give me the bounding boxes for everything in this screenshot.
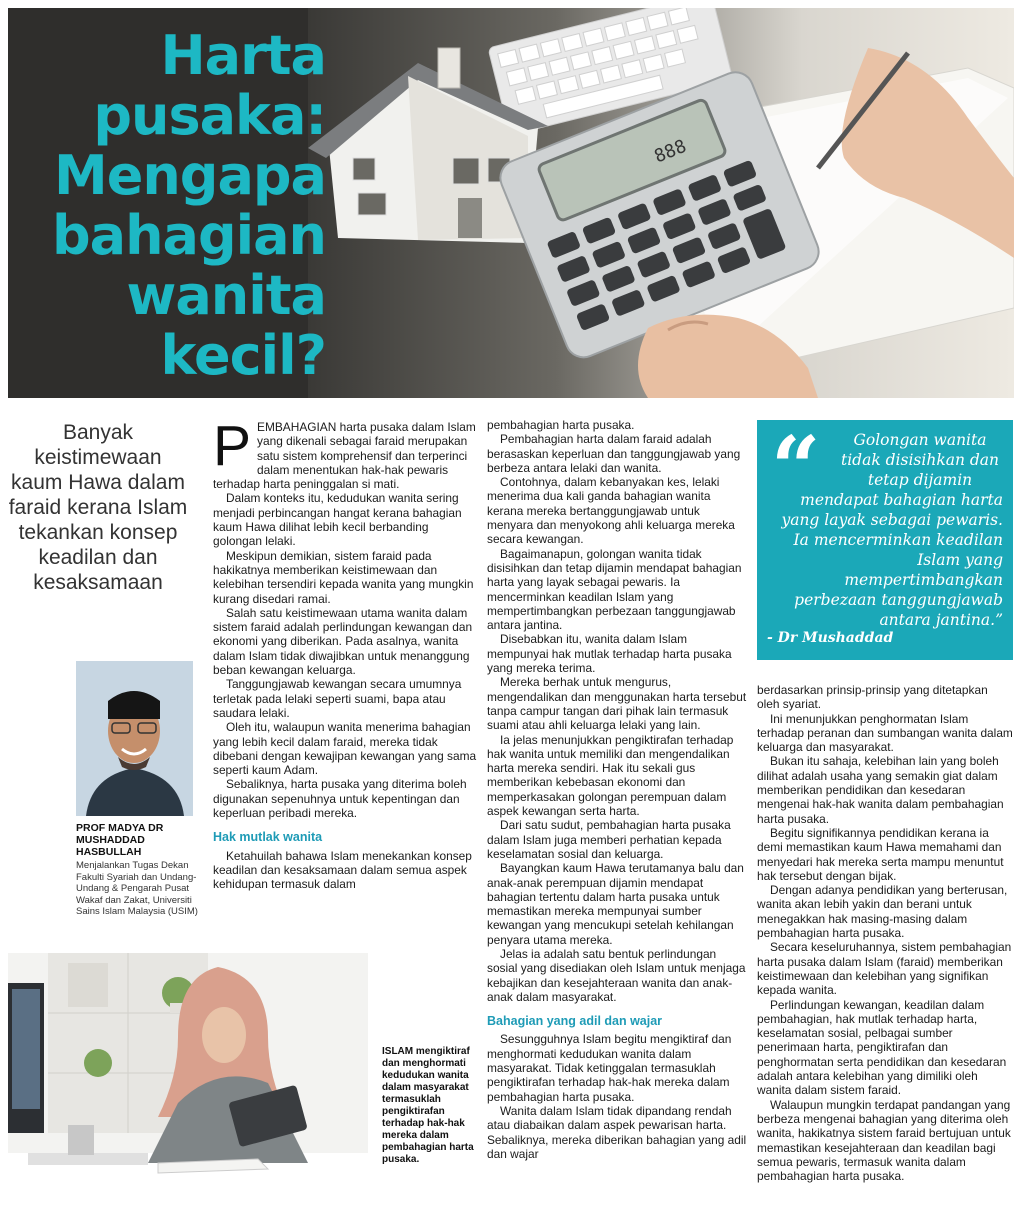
headline-line: wanita: [126, 264, 326, 327]
article-paragraph: Tanggungjawab kewangan secara umumnya terletak pada lelaki seperti suami, bapa atau saudara lelaki.: [213, 677, 462, 720]
article-paragraph: Contohnya, dalam kebanyakan kes, lelaki menerima dua kali ganda bahagian wanita kerana mereka bertanggungjawab untuk menyara dan menyokong ahli keluarga mereka secara kewangan.: [487, 475, 735, 547]
article-paragraph: berdasarkan prinsip-prinsip yang ditetapkan oleh syariat.: [757, 683, 988, 712]
pull-quote: [757, 420, 1013, 660]
article-column-3: [757, 683, 1013, 1183]
article-paragraph: Ia jelas menunjukkan pengiktirafan terhadap hak wanita untuk memiliki dan mengendalikan harta mereka sendiri. Hak itu sekali gus memberikan kebebasan ekonomi dan memperkasakan golongan perempuan dalam aspek kewangan serta harta.: [487, 732, 734, 819]
standfirst: Banyak keistimewaan kaum Hawa dalam faraid kerana Islam tekankan konsep keadilan dan kesaksamaan: [8, 421, 188, 594]
article-paragraph: EMBAHAGIAN harta pusaka dalam Islam yang dikenali sebagai faraid merupakan satu sistem komprehensif dan terperinci dalam menentukan hak-hak pewaris terhadap harta peninggalan si mati.: [213, 420, 476, 492]
article-paragraph: Bagaimanapun, golongan wanita tidak disisihkan dan tetap dijamin mendapat bahagian harta yang layak sebagai pewaris. Ia mencerminkan keadilan Islam yang mempertimbangkan perbezaan tanggungjawab antara jantina.: [487, 546, 742, 633]
headline: [26, 26, 326, 386]
article-paragraph: Perlindungan kewangan, keadilan dalam pembahagian, hak mutlak terhadap harta, keselamatan sosial, pelbagai sumber penerimaan harta, pengiktirafan dan penghormatan serta pendidikan dan kesedaran adalah antara kelebihan yang dimiliki oleh wanita dalam sistem faraid.: [757, 997, 1007, 1098]
article-paragraph: Dalam konteks itu, kedudukan wanita sering menjadi perbincangan hangat kerana bahagian kaum Hawa dilihat lebih kecil berbanding golongan lelaki.: [213, 491, 462, 549]
article-column-2: [487, 418, 749, 1161]
pull-quote-text: [767, 430, 1003, 630]
hero-banner: [8, 8, 1014, 398]
article-paragraph: Oleh itu, walaupun wanita menerima bahagian yang lebih kecil dalam faraid, mereka tidak dibebani dengan kewajipan kewangan yang sama seperti kaum Adam.: [213, 720, 477, 778]
article-paragraph: Sebaliknya, harta pusaka yang diterima boleh digunakan sepenuhnya untuk kepentingan dan keperluan peribadi mereka.: [213, 777, 467, 821]
author-role: Menjalankan Tugas Dekan Fakulti Syariah dan Undang-Undang & Pengarah Pusat Wakaf dan Zakat, Universiti Sains Islam Malaysia (USIM): [76, 860, 198, 917]
pull-quote-text-rest: mendapat bahagian harta yang layak sebagai pewaris. Ia mencerminkan keadilan Islam yang mempertimbangkan perbezaan tanggungjawab antara jantina.”: [781, 491, 1003, 629]
photo-caption: ISLAM mengiktiraf dan menghormati kedudukan wanita dalam masyarakat termasuklah pengiktirafan terhadap hak-hak mereka dalam pembahagian harta pusaka.: [382, 1046, 474, 1165]
article-paragraph: Sesungguhnya Islam begitu mengiktiraf dan menghormati kedudukan wanita dalam masyarakat. Tidak ketinggalan termasuklah pengiktirafan terhadap hak-hak mereka dalam pembahagian harta pusaka.: [487, 1032, 732, 1104]
article-paragraph: pembahagian harta pusaka.: [487, 418, 635, 432]
article-paragraph: Secara keseluruhannya, sistem pembahagian harta pusaka dalam Islam (faraid) memberikan keistimewaan dan kelebihan yang signifikan kepada wanita.: [757, 940, 1012, 998]
article-paragraph: Jelas ia adalah satu bentuk perlindungan sosial yang disediakan oleh Islam untuk menjaga kebajikan dan kesejahteraan wanita dan anak-anak dalam masyarakat.: [487, 946, 746, 1004]
article-paragraph: Dari satu sudut, pembahagian harta pusaka dalam Islam juga memberi perhatian kepada keselamatan sosial dan keluarga.: [487, 818, 731, 861]
author-name: PROF MADYA DR MUSHADDAD HASBULLAH: [76, 822, 164, 858]
article-paragraph: Dengan adanya pendidikan yang berterusan, wanita akan lebih yakin dan berani untuk menegakkan hak masing-masing dalam pembahagian harta pusaka.: [757, 883, 1008, 941]
article-paragraph: Disebabkan itu, wanita dalam Islam mempunyai hak mutlak terhadap harta pusaka yang mereka terima.: [487, 632, 732, 676]
subheading: Bahagian yang adil dan wajar: [487, 1014, 663, 1029]
headline-line: Mengapa: [54, 144, 326, 207]
article-column-1: [213, 414, 477, 892]
headline-line: kecil?: [160, 324, 326, 387]
article-paragraph: Ini menunjukkan penghormatan Islam terhadap peranan dan sumbangan wanita dalam keluarga dan masyarakat.: [757, 711, 1013, 755]
article-paragraph: Mereka berhak untuk mengurus, mengendalikan dan menggunakan harta tersebut tanpa campur tangan dari pihak lain termasuk suami atau ahli keluarga lelaki yang lain.: [487, 675, 747, 733]
subheading: Hak mutlak wanita: [213, 830, 323, 845]
article-paragraph: Walaupun mungkin terdapat pandangan yang berbeza mengenai bahagian yang diterima oleh wanita, hakikatnya sistem faraid bertujuan untuk memastikan kesejahteraan dan keadilan bagi semua pewaris, termasuk wanita dalam pembahagian harta pusaka.: [757, 1097, 1011, 1184]
article-paragraph: Begitu signifikannya pendidikan kerana ia demi memastikan kaum Hawa memahami dan menyedari hak mereka serta mampu menuntut hak tersebut dengan bijak.: [757, 825, 1004, 883]
article-paragraph: Bukan itu sahaja, kelebihan lain yang boleh dilihat adalah usaha yang semakin giat dalam memberikan pendidikan dan kesedaran mengenai hak-hak wanita dalam pembahagian harta pusaka.: [757, 754, 1004, 826]
article-paragraph: Wanita dalam Islam tidak dipandang rendah atau diabaikan dalam aspek pewarisan harta. Sebaliknya, mereka diberikan bahagian yang adil dan wajar: [487, 1103, 747, 1161]
quote-mark-icon: “: [771, 418, 821, 519]
headline-line: Harta: [160, 24, 326, 87]
article-paragraph: Bayangkan kaum Hawa terutamanya balu dan anak-anak perempuan dijamin mendapat bahagian tertentu dalam harta pusaka untuk memastikan mereka mempunyai sumber kewangan yang mencukupi setelah kehilangan penyara utama mereka.: [487, 861, 744, 947]
headline-line: pusaka:: [93, 84, 326, 147]
headline-line: bahagian: [51, 204, 326, 267]
pull-quote-text-first: Golongan wanita tidak disisihkan dan tetap dijamin: [840, 431, 1000, 489]
article-paragraph: Ketahuilah bahawa Islam menekankan konsep keadilan dan kesaksamaan dalam semua aspek kehidupan termasuk dalam: [213, 848, 472, 892]
author-portrait: [76, 661, 193, 816]
pull-quote-author: - Dr Mushaddad: [767, 630, 894, 646]
calculator-display-text: 888: [651, 135, 690, 168]
dropcap: P: [213, 414, 252, 478]
woman-tablet-photo: [8, 953, 368, 1197]
article-paragraph: Meskipun demikian, sistem faraid pada hakikatnya memberikan keistimewaan dan kelebihan tersendiri kepada wanita yang mungkin kurang disedari ramai.: [213, 548, 474, 606]
article-paragraph: Pembahagian harta dalam faraid adalah berasaskan keperluan dan tanggungjawab yang berbeza antara lelaki dan wanita.: [487, 432, 741, 475]
article-paragraph: Salah satu keistimewaan utama wanita dalam sistem faraid adalah perlindungan kewangan dan ekonomi yang diberikan. Pada asalnya, wanita dalam Islam tidak diwajibkan untuk menanggung beban kewangan keluarga.: [213, 605, 473, 678]
